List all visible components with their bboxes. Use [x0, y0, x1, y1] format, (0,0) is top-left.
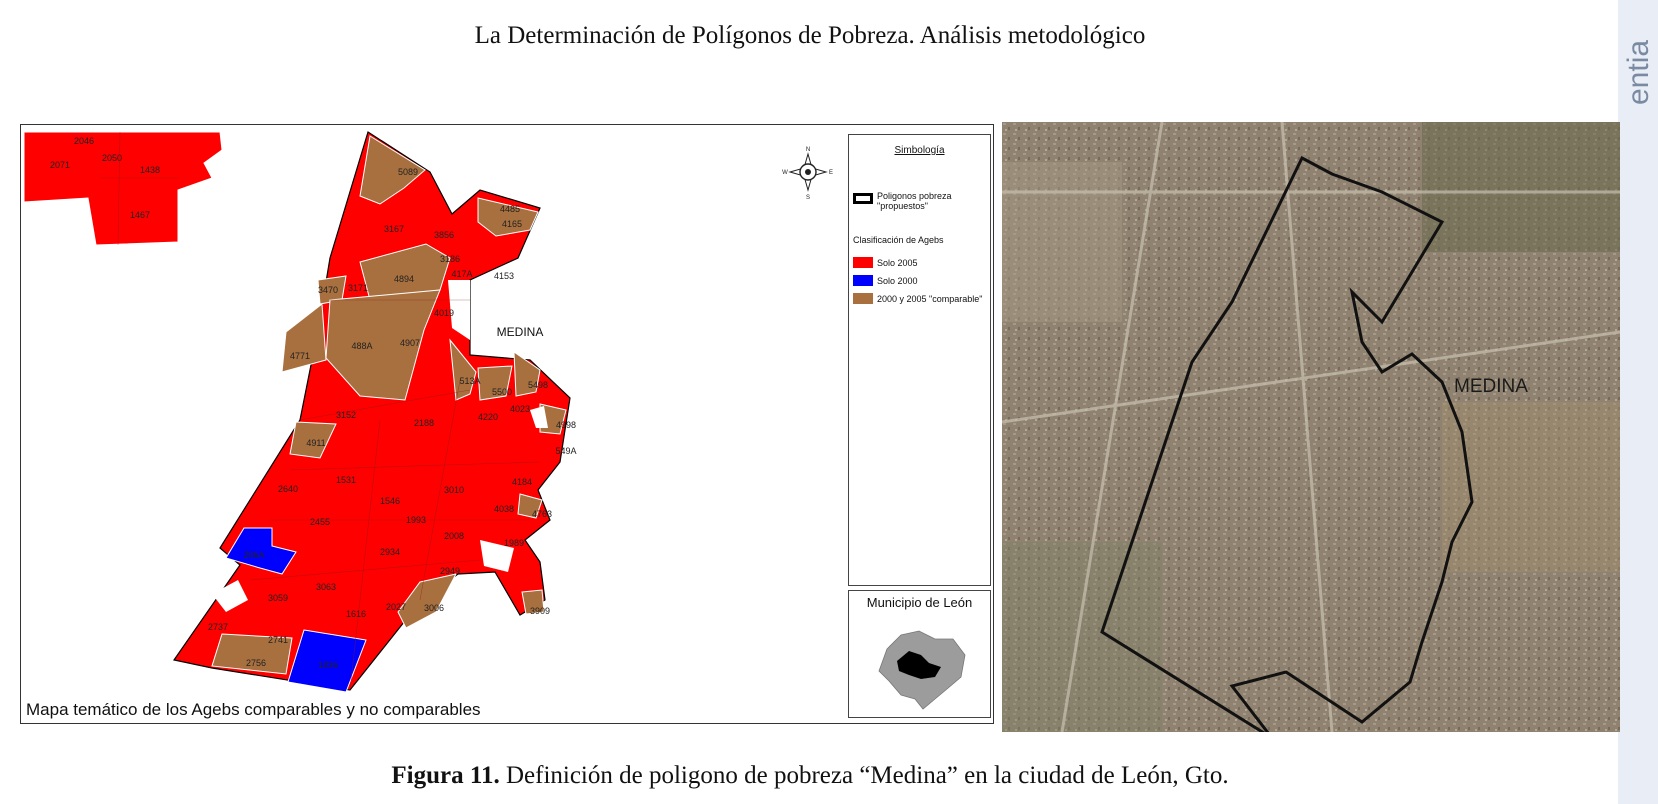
compass-n: N: [805, 147, 811, 153]
ageb-label: 4998: [555, 420, 577, 430]
ageb-label: 2027: [385, 602, 407, 612]
legend-label-solo-2005: Solo 2005: [877, 258, 918, 268]
ageb-label: 4771: [289, 351, 311, 361]
ageb-label: 2737: [207, 622, 229, 632]
terrain-patch: [1002, 542, 1162, 732]
ageb-label: 2071: [49, 160, 71, 170]
ageb-label: 4911: [306, 438, 326, 448]
map-legend: [848, 134, 991, 586]
legend-swatch-solo-2005: [853, 257, 873, 268]
ageb-label: 3856: [433, 230, 455, 240]
compass-s: S: [805, 195, 811, 201]
ageb-label: 3470: [317, 285, 339, 295]
ageb-label: 5498: [527, 380, 549, 390]
legend-polygon-label: Poligonos pobreza "propuestos": [877, 191, 952, 211]
ageb-label: 1467: [129, 210, 151, 220]
page-header-title: La Determinación de Polígonos de Pobreza. Análisis metodológico: [474, 22, 1146, 49]
ageb-label: 4220: [477, 412, 499, 422]
ageb-label: 5500: [491, 387, 513, 397]
ageb-label: 488A: [351, 341, 373, 351]
ageb-label: 3167: [383, 224, 405, 234]
compass-e: E: [828, 170, 834, 176]
ageb-label: 2050: [101, 153, 123, 163]
ageb-label: 513A: [459, 376, 481, 386]
figure-caption: [0, 762, 1620, 790]
ageb-label: 2934: [379, 547, 401, 557]
ageb-4771: [282, 304, 326, 372]
legend-label-comparable: 2000 y 2005 "comparable": [877, 294, 983, 304]
municipality-inset: [848, 590, 991, 718]
ageb-label: 4038: [493, 504, 515, 514]
ageb-label: 4907: [399, 338, 421, 348]
compass-w: W: [782, 170, 788, 176]
ageb-label: 417A: [451, 269, 473, 279]
ageb-label: 4023: [509, 404, 531, 414]
ageb-label: 1616: [345, 609, 367, 619]
ageb-label: 2949: [439, 566, 461, 576]
municipality-map-svg: [849, 615, 990, 715]
legend-title: Simbología: [894, 145, 945, 156]
ageb-label: 3010: [443, 485, 465, 495]
side-strip-text: entia: [1622, 40, 1655, 106]
ageb-label: 1546: [379, 496, 401, 506]
ageb-label: 3171: [347, 283, 369, 293]
ageb-label: 4485: [499, 204, 521, 214]
place-label-medina: MEDINA: [496, 325, 544, 339]
ageb-label: 3186: [439, 254, 461, 264]
figure-caption-text: Definición de poligono de pobreza “Medina” en la ciudad de León, Gto.: [499, 762, 1229, 789]
ageb-label: 3063: [315, 582, 337, 592]
ageb-label: 286A: [243, 550, 265, 560]
ageb-label: 2188: [413, 418, 435, 428]
satellite-svg: [1002, 122, 1620, 732]
inset-title: Municipio de León: [866, 595, 973, 610]
side-decoration-strip: [1618, 0, 1658, 804]
terrain-patch: [1422, 122, 1620, 252]
legend-label-solo-2000: Solo 2000: [877, 276, 918, 286]
ageb-label: 4184: [511, 477, 533, 487]
ageb-label: 4153: [493, 271, 515, 281]
legend-swatch-solo-2000: [853, 275, 873, 286]
compass-rose-icon: [782, 147, 833, 201]
ageb-label: 2741: [267, 635, 289, 645]
legend-classification-title: Clasificación de Agebs: [853, 235, 944, 245]
ageb-label: 4894: [393, 274, 415, 284]
legend-swatch-comparable: [853, 293, 873, 304]
ageb-label: 2008: [443, 531, 465, 541]
terrain-patch: [1002, 162, 1122, 322]
ageb-label: 3059: [267, 593, 289, 603]
satellite-image: [1002, 122, 1620, 732]
ageb-label: 1531: [335, 475, 357, 485]
ageb-label: 2046: [73, 136, 95, 146]
ageb-label: 3909: [529, 606, 551, 616]
ageb-label: 1993: [405, 515, 427, 525]
ageb-label: 1836: [317, 660, 339, 670]
ageb-label: 4019: [433, 308, 455, 318]
ageb-label: 3152: [335, 410, 357, 420]
satellite-label-medina: MEDINA: [1454, 376, 1528, 397]
ageb-label: 2756: [245, 658, 267, 668]
ageb-label: 1438: [139, 165, 161, 175]
ageb-label: 5089: [397, 167, 419, 177]
ageb-label: 1989: [503, 538, 525, 548]
ageb-label: 2455: [309, 517, 331, 527]
ageb-label: 4763: [531, 509, 553, 519]
ageb-label: 4165: [501, 219, 523, 229]
figure-number: Figura 11.: [391, 762, 500, 789]
ageb-cluster-northwest: [24, 132, 222, 245]
ageb-label: 3006: [423, 603, 445, 613]
ageb-label: 2640: [277, 484, 299, 494]
ageb-label: 549A: [555, 446, 577, 456]
legend-polygon-swatch: [853, 193, 873, 204]
map-caption: Mapa temático de los Agebs comparables y no comparables: [26, 700, 481, 719]
